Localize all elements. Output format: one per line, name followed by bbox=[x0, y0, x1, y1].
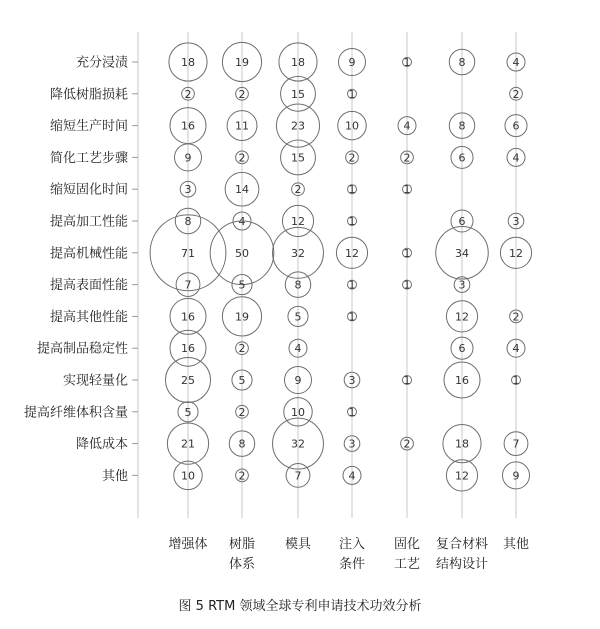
bubble-value: 2 bbox=[403, 437, 411, 451]
bubble-value: 10 bbox=[345, 119, 359, 133]
row-label: 提高纤维体积含量 bbox=[23, 405, 128, 421]
bubble-value: 4 bbox=[512, 56, 520, 69]
bubble-value: 4 bbox=[238, 215, 246, 228]
column-label-line: 复合材料 bbox=[435, 537, 489, 552]
row-labels bbox=[24, 55, 128, 484]
row-label: 缩短固化时间 bbox=[49, 182, 128, 198]
bubble-value: 9 bbox=[294, 374, 302, 387]
bubble-value: 32 bbox=[291, 246, 305, 260]
bubble-value: 9 bbox=[348, 56, 356, 69]
column-label-line: 结构设计 bbox=[435, 557, 489, 572]
column-label bbox=[285, 536, 312, 552]
bubble-value: 8 bbox=[184, 215, 192, 228]
bubble-value: 16 bbox=[181, 119, 195, 133]
bubble-value: 2 bbox=[512, 87, 520, 101]
bubble-value: 6 bbox=[458, 215, 466, 228]
bubble-value: 3 bbox=[184, 183, 192, 197]
bubble-value: 10 bbox=[291, 405, 305, 419]
bubble-value: 14 bbox=[235, 183, 249, 197]
row-label: 提高加工性能 bbox=[49, 214, 128, 230]
row-label: 提高表面性能 bbox=[49, 278, 128, 294]
column-label-line: 其他 bbox=[502, 537, 530, 552]
row-label: 充分浸渍 bbox=[75, 55, 128, 71]
row-label: 降低成本 bbox=[75, 437, 128, 453]
bubble-value: 1 bbox=[403, 246, 411, 260]
bubble-value: 9 bbox=[512, 469, 520, 483]
bubble-value: 4 bbox=[348, 469, 356, 483]
bubble-value: 7 bbox=[294, 469, 302, 483]
bubble-value: 2 bbox=[294, 183, 302, 197]
bubble-value: 1 bbox=[512, 374, 520, 387]
bubble-value: 2 bbox=[403, 151, 411, 165]
bubble-value: 12 bbox=[291, 215, 305, 228]
row-label: 其他 bbox=[101, 468, 128, 484]
bubble-value: 34 bbox=[455, 246, 469, 260]
column-label-line: 体系 bbox=[228, 557, 256, 572]
bubble-value: 9 bbox=[184, 151, 192, 165]
bubble-value: 19 bbox=[235, 310, 249, 324]
column-label-line: 树脂 bbox=[228, 537, 256, 552]
column-label bbox=[339, 537, 365, 572]
column-label-line: 模具 bbox=[284, 537, 312, 552]
bubble-value: 2 bbox=[238, 151, 246, 165]
bubble-value: 71 bbox=[181, 246, 195, 260]
bubble-value: 1 bbox=[348, 405, 356, 419]
bubble-value: 3 bbox=[348, 437, 356, 451]
bubble-value: 1 bbox=[348, 278, 356, 292]
bubble-value: 16 bbox=[455, 374, 469, 387]
bubble-value: 5 bbox=[238, 374, 246, 387]
column-label bbox=[394, 537, 420, 572]
bubble-value: 23 bbox=[291, 119, 305, 133]
bubble-value: 1 bbox=[403, 278, 411, 292]
bubble-value: 12 bbox=[455, 469, 469, 483]
row-label: 提高制品稳定性 bbox=[36, 341, 128, 357]
column-label bbox=[503, 536, 529, 552]
column-label bbox=[168, 536, 207, 552]
bubble-value: 2 bbox=[184, 87, 192, 101]
bubble-value: 4 bbox=[512, 151, 520, 165]
bubble-value: 50 bbox=[235, 246, 249, 260]
bubble-value: 6 bbox=[458, 151, 466, 165]
bubble-value: 8 bbox=[458, 119, 466, 133]
bubble-value: 18 bbox=[291, 56, 305, 69]
bubble-value: 5 bbox=[294, 310, 302, 324]
row-label: 降低树脂损耗 bbox=[49, 87, 128, 103]
column-label-line: 工艺 bbox=[393, 557, 421, 572]
row-label: 简化工艺步骤 bbox=[49, 150, 128, 166]
column-label-line: 增强体 bbox=[168, 537, 208, 552]
bubble-value: 1 bbox=[348, 310, 356, 324]
bubble-value: 12 bbox=[509, 246, 523, 260]
bubble-value: 2 bbox=[238, 87, 246, 101]
bubble-value: 7 bbox=[184, 278, 192, 292]
column-labels bbox=[168, 536, 529, 572]
bubble-value: 4 bbox=[403, 119, 411, 133]
bubble-value: 11 bbox=[235, 119, 249, 133]
bubble-value: 1 bbox=[403, 183, 411, 197]
bubble-value: 25 bbox=[181, 374, 195, 387]
bubble-value: 2 bbox=[512, 310, 520, 324]
chart-title: 图 5 RTM 领域全球专利申请技术功效分析 bbox=[178, 599, 422, 614]
column-label-line: 固化 bbox=[393, 537, 421, 552]
bubble-value: 2 bbox=[348, 151, 356, 165]
row-label: 提高机械性能 bbox=[49, 246, 128, 262]
bubble-value: 4 bbox=[294, 342, 302, 356]
bubble-value: 1 bbox=[348, 215, 356, 228]
bubble-value: 2 bbox=[238, 469, 246, 483]
row-label: 提高其他性能 bbox=[49, 309, 128, 325]
bubble-value: 10 bbox=[181, 469, 195, 483]
bubble-value: 15 bbox=[291, 151, 305, 165]
bubble-value: 6 bbox=[512, 119, 520, 133]
bubble-value: 8 bbox=[294, 278, 302, 292]
bubble-value: 16 bbox=[181, 342, 195, 356]
bubble-value: 12 bbox=[455, 310, 469, 324]
bubble-value: 8 bbox=[458, 56, 466, 69]
bubble-value: 3 bbox=[348, 374, 356, 387]
bubble-value: 3 bbox=[512, 215, 520, 228]
column-label bbox=[229, 536, 255, 572]
bubble-value: 5 bbox=[184, 405, 192, 419]
column-label bbox=[436, 536, 488, 572]
bubble-value: 15 bbox=[291, 87, 305, 101]
bubble-value: 5 bbox=[238, 278, 246, 292]
bubble-value: 16 bbox=[181, 310, 195, 324]
bubble-value: 19 bbox=[235, 56, 249, 69]
bubble-value: 1 bbox=[403, 374, 411, 387]
row-label: 实现轻量化 bbox=[62, 373, 128, 389]
bubbles bbox=[150, 42, 532, 491]
bubble-value: 4 bbox=[512, 342, 520, 356]
row-label: 缩短生产时间 bbox=[49, 119, 128, 135]
bubble-value: 7 bbox=[512, 437, 520, 451]
bubble-value: 8 bbox=[238, 437, 246, 451]
bubble-value: 18 bbox=[455, 437, 469, 451]
bubble-value: 2 bbox=[238, 405, 246, 419]
bubble-value: 32 bbox=[291, 437, 305, 451]
column-label-line: 条件 bbox=[338, 557, 366, 572]
column-label-line: 注入 bbox=[338, 537, 366, 552]
bubble-value: 6 bbox=[458, 342, 466, 356]
bubble-value: 1 bbox=[348, 87, 356, 101]
bubble-value: 3 bbox=[458, 278, 466, 292]
bubble-value: 18 bbox=[181, 56, 195, 69]
bubble-value: 21 bbox=[181, 437, 195, 451]
bubble-value: 1 bbox=[348, 183, 356, 197]
bubble-value: 12 bbox=[345, 246, 359, 260]
bubble-value: 1 bbox=[403, 56, 411, 69]
bubble-value: 2 bbox=[238, 342, 246, 356]
